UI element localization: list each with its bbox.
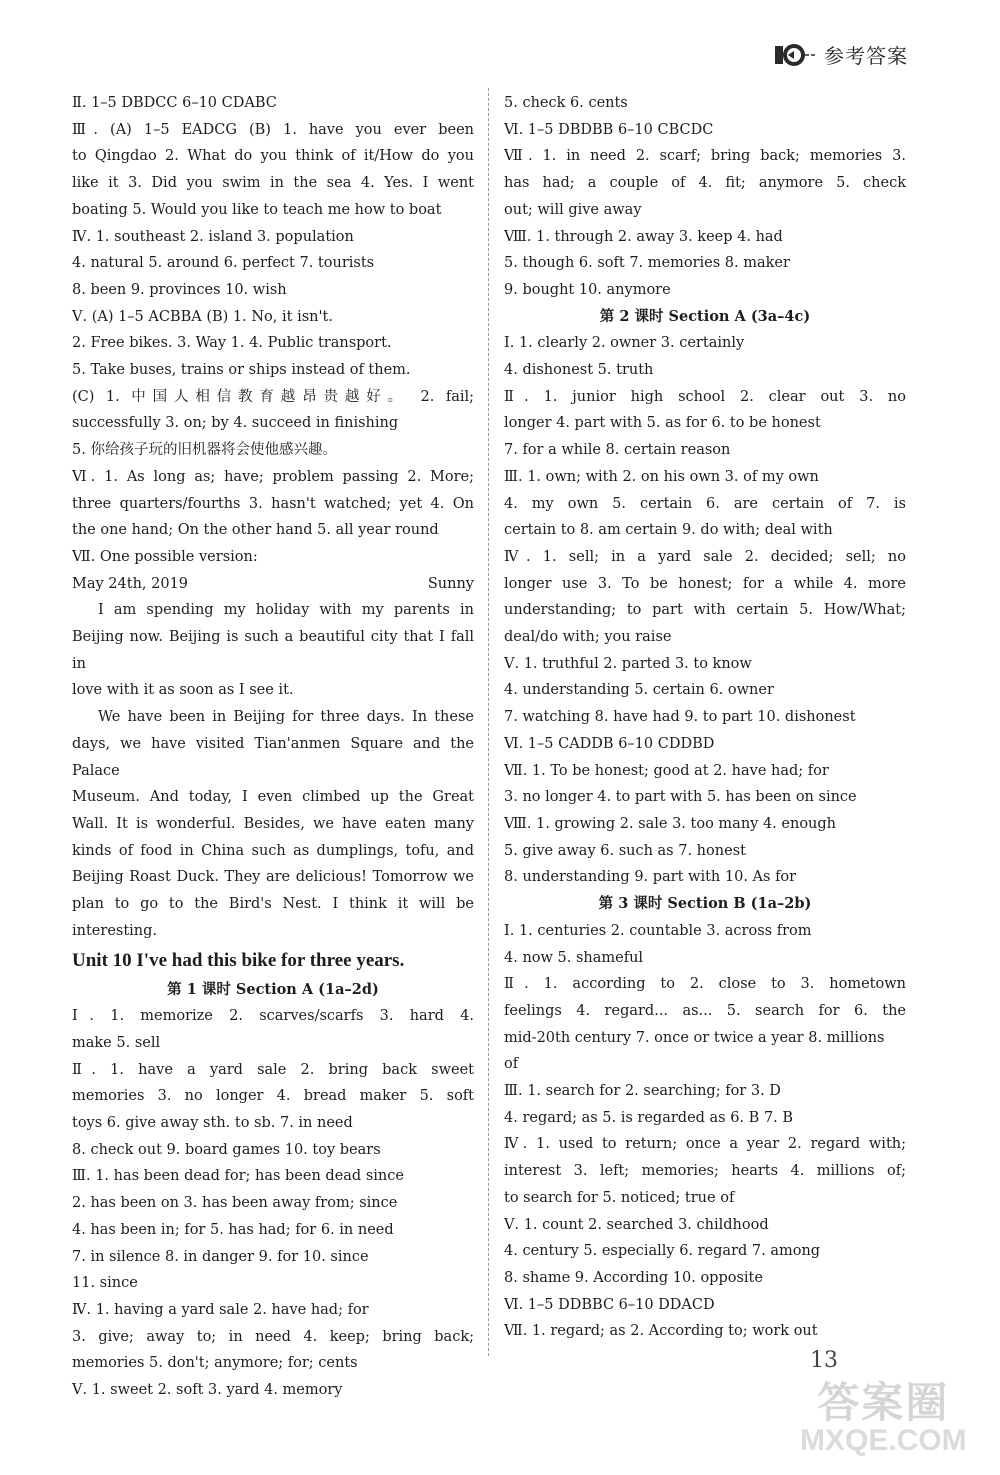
answer-line: 8. check out 9. board games 10. toy bears: [72, 1141, 381, 1158]
answer-line: boating 5. Would you like to teach me how to boat: [72, 201, 442, 218]
answer-line: Ⅶ. 1. To be honest; good at 2. have had; for: [504, 762, 829, 779]
answer-line: Ⅷ. 1. through 2. away 3. keep 4. had: [504, 228, 783, 245]
answer-line: Wall. It is wonderful. Besides, we have eaten many: [72, 815, 474, 832]
answer-line: Ⅶ. 1. in need 2. scarf; bring back; memories 3.: [504, 148, 906, 165]
answer-line: 4. dishonest 5. truth: [504, 362, 654, 379]
answer-line: Ⅴ. 1. sweet 2. soft 3. yard 4. memory: [72, 1382, 343, 1399]
header-title: 参考答案: [824, 44, 908, 68]
answer-line: 2. has been on 3. has been away from; since: [72, 1195, 398, 1212]
watermark-logo-text: 答案圈: [817, 1378, 950, 1427]
answer-line: Ⅵ. 1–5 DBDBB 6–10 CBCDC: [504, 121, 714, 138]
diary-date: May 24th, 2019: [72, 575, 189, 592]
right-answer-column: [504, 90, 906, 1345]
answer-line: deal/do with; you raise: [504, 629, 672, 646]
answer-line: to search for 5. noticed; true of: [504, 1189, 735, 1206]
answer-line: 7. in silence 8. in danger 9. for 10. since: [72, 1248, 369, 1265]
answer-line: longer 4. part with 5. as for 6. to be honest: [504, 415, 821, 432]
answer-line: 7. watching 8. have had 9. to part 10. dishonest: [504, 709, 856, 726]
answer-line: 3. give; away to; in need 4. keep; bring back;: [72, 1328, 474, 1345]
answer-line: toys 6. give away sth. to sb. 7. in need: [72, 1115, 353, 1132]
answer-line: plan to go to the Bird's Nest. I think it will be: [72, 896, 474, 913]
answer-line: Ⅷ. 1. growing 2. sale 3. too many 4. enough: [504, 815, 837, 832]
answer-line: Ⅰ. 1. clearly 2. owner 3. certainly: [504, 335, 745, 352]
watermark: [800, 1370, 967, 1458]
answer-line: Ⅳ. 1. having a yard sale 2. have had; for: [72, 1301, 369, 1318]
answer-line: 4. natural 5. around 6. perfect 7. tourists: [72, 255, 375, 272]
answer-line: Ⅳ. 1. sell; in a yard sale 2. decided; sell; no: [504, 548, 906, 565]
answer-line: Ⅰ. 1. centuries 2. countable 3. across from: [504, 922, 812, 939]
left-answer-column: [72, 90, 474, 1404]
answer-line: memories 3. no longer 4. bread maker 5. soft: [72, 1088, 474, 1105]
answer-line: the one hand; On the other hand 5. all year round: [72, 522, 439, 539]
answer-line: Ⅲ. (A) 1–5 EADCG (B) 1. have you ever been: [72, 121, 474, 138]
diary-weather: Sunny: [427, 575, 474, 592]
answer-line: Ⅵ. 1–5 DDBBC 6–10 DDACD: [504, 1296, 715, 1313]
answer-line: like it 3. Did you swim in the sea 4. Yes. I went: [72, 175, 474, 192]
answer-line: Museum. And today, I even climbed up the Great: [72, 789, 474, 806]
answer-line: 5. though 6. soft 7. memories 8. maker: [504, 255, 790, 272]
answer-line: Ⅱ. 1. junior high school 2. clear out 3. no: [504, 388, 906, 405]
watermark-url: MXQE.COM: [800, 1424, 967, 1457]
essay-line: We have been in Beijing for three days. In these: [98, 709, 474, 726]
answer-line: 2. Free bikes. 3. Way 1. 4. Public transport.: [72, 335, 392, 352]
answer-line: 4. understanding 5. certain 6. owner: [504, 682, 774, 699]
answer-line: 5. check 6. cents: [504, 95, 628, 111]
answer-line: 4. now 5. shameful: [504, 949, 644, 966]
answer-line: 4. century 5. especially 6. regard 7. among: [504, 1243, 821, 1260]
answer-line: Ⅱ. 1–5 DBDCC 6–10 CDABC: [72, 95, 277, 111]
answer-line: Ⅳ. 1. used to return; once a year 2. regard with;: [504, 1136, 906, 1153]
answer-line: kinds of food in China such as dumplings, tofu, and: [72, 842, 474, 859]
column-divider: [488, 88, 489, 1356]
answer-line: longer use 3. To be honest; for a while 4. more: [504, 575, 906, 592]
answer-line: Ⅱ. 1. according to 2. close to 3. hometown: [504, 976, 906, 993]
answer-line: days, we have visited Tian'anmen Square and the Palace: [72, 735, 474, 779]
answer-line: Beijing Roast Duck. They are delicious! Tomorrow we: [72, 869, 474, 886]
answer-line: memories 5. don't; anymore; for; cents: [72, 1355, 358, 1372]
answer-line: Beijing now. Beijing is such a beautiful city that I fall in: [72, 629, 474, 672]
answer-line: Ⅵ. 1. As long as; have; problem passing 2. More;: [72, 468, 474, 485]
page-header: [772, 40, 908, 69]
answer-line: make 5. sell: [72, 1034, 161, 1051]
answer-line: interesting.: [72, 922, 158, 939]
answer-line: Ⅴ. 1. truthful 2. parted 3. to know: [504, 655, 752, 672]
answer-line: Ⅴ. 1. count 2. searched 3. childhood: [504, 1216, 769, 1233]
answer-line: interest 3. left; memories; hearts 4. millions of;: [504, 1163, 906, 1180]
answer-line: Ⅲ. 1. search for 2. searching; for 3. D: [504, 1083, 781, 1100]
answer-line: (C) 1. 中国人相信教育越昂贵越好。 2. fail;: [72, 388, 474, 405]
answer-line: Ⅶ. One possible version:: [72, 548, 258, 565]
answer-line: Ⅱ. 1. have a yard sale 2. bring back sweet: [72, 1061, 474, 1078]
section-heading: 第 1 课时 Section A (1a–2d): [167, 980, 379, 998]
essay-line: I am spending my holiday with my parents in: [98, 602, 474, 619]
answer-line: Ⅰ. 1. memorize 2. scarves/scarfs 3. hard 4.: [72, 1008, 474, 1025]
section-heading: 第 2 课时 Section A (3a–4c): [599, 307, 811, 325]
answer-line: 4. regard; as 5. is regarded as 6. B 7. B: [504, 1109, 794, 1126]
answer-line: Ⅵ. 1–5 CADDB 6–10 CDDBD: [504, 735, 715, 752]
answer-line: 11. since: [72, 1275, 138, 1292]
answer-line: 8. shame 9. According 10. opposite: [504, 1269, 763, 1286]
answer-line: successfully 3. on; by 4. succeed in finishing: [72, 415, 399, 432]
answer-line: understanding; to part with certain 5. How/What;: [504, 602, 906, 619]
answer-line: 5. Take buses, trains or ships instead of them.: [72, 362, 411, 379]
answer-line: love with it as soon as I see it.: [72, 682, 294, 699]
answer-line: out; will give away: [504, 201, 642, 218]
answer-line: certain to 8. am certain 9. do with; deal with: [504, 522, 833, 539]
answer-line: 4. has been in; for 5. has had; for 6. in need: [72, 1221, 394, 1238]
book-logo-icon: [772, 42, 816, 68]
answer-line: Ⅴ. (A) 1–5 ACBBA (B) 1. No, it isn't.: [72, 308, 333, 325]
answer-line: 5. 你给孩子玩的旧机器将会使他感兴趣。: [72, 442, 337, 459]
answer-line: 5. give away 6. such as 7. honest: [504, 842, 746, 859]
diary-header: [72, 571, 474, 598]
section-heading: 第 3 课时 Section B (1a–2b): [598, 895, 812, 913]
answer-line: has had; a couple of 4. fit; anymore 5. check: [504, 175, 906, 192]
answer-line: 4. my own 5. certain 6. are certain of 7. is: [504, 495, 906, 512]
answer-line: Ⅳ. 1. southeast 2. island 3. population: [72, 228, 354, 245]
answer-line: feelings 4. regard... as... 5. search for 6. the: [504, 1002, 906, 1019]
answer-line: 3. no longer 4. to part with 5. has been on since: [504, 789, 857, 806]
answer-line: of: [504, 1056, 519, 1073]
answer-line: three quarters/fourths 3. hasn't watched; yet 4. On: [72, 495, 474, 512]
answer-line: 8. been 9. provinces 10. wish: [72, 281, 287, 298]
answer-line: Ⅶ. 1. regard; as 2. According to; work out: [504, 1323, 818, 1340]
page-number: 13: [810, 1348, 838, 1373]
answer-line: mid-20th century 7. once or twice a year 8. millions: [504, 1029, 885, 1046]
answer-line: 8. understanding 9. part with 10. As for: [504, 869, 797, 886]
unit-title: Unit 10 I've had this bike for three years.: [72, 949, 405, 971]
answer-line: Ⅲ. 1. has been dead for; has been dead since: [72, 1168, 404, 1185]
answer-line: to Qingdao 2. What do you think of it/How do you: [72, 148, 474, 165]
answer-line: Ⅲ. 1. own; with 2. on his own 3. of my own: [504, 468, 819, 485]
answer-line: 7. for a while 8. certain reason: [504, 442, 731, 459]
answer-line: 9. bought 10. anymore: [504, 281, 671, 298]
